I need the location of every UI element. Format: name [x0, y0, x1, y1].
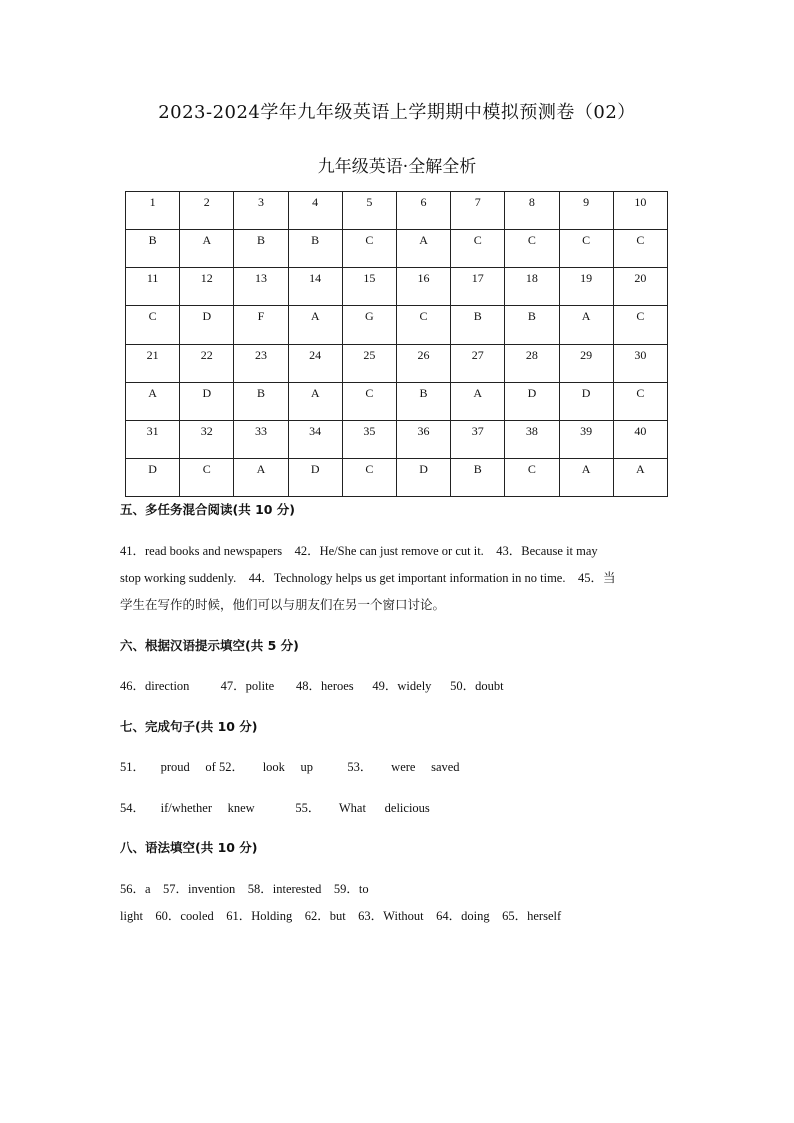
question-number-row [126, 192, 668, 230]
section-5-heading: 五、多任务混合阅读(共 10 分) [120, 502, 296, 517]
answer-cell: G [342, 306, 396, 344]
question-number-cell: 29 [559, 344, 613, 382]
question-number-cell: 36 [396, 420, 450, 458]
answer-row [126, 306, 668, 344]
answer-cell: A [559, 458, 613, 496]
question-number-cell: 3 [234, 192, 288, 230]
question-number-cell: 14 [288, 268, 342, 306]
answer-cell: C [613, 306, 667, 344]
question-number-cell: 4 [288, 192, 342, 230]
question-number-cell: 11 [126, 268, 180, 306]
question-number-cell: 1 [126, 192, 180, 230]
answer-cell: C [342, 382, 396, 420]
question-number-cell: 24 [288, 344, 342, 382]
question-number-cell: 2 [180, 192, 234, 230]
section-7-heading: 七、完成句子(共 10 分) [120, 719, 258, 734]
answer-cell: F [234, 306, 288, 344]
question-number-row [126, 268, 668, 306]
answer-row [126, 230, 668, 268]
answer-cell: C [613, 230, 667, 268]
question-number-cell: 23 [234, 344, 288, 382]
question-number-cell: 18 [505, 268, 559, 306]
question-number-cell: 15 [342, 268, 396, 306]
question-number-cell: 16 [396, 268, 450, 306]
answer-cell: C [559, 230, 613, 268]
question-number-cell: 26 [396, 344, 450, 382]
answer-cell: C [342, 230, 396, 268]
question-number-cell: 38 [505, 420, 559, 458]
document-subtitle: 九年级英语·全解全析 [317, 157, 477, 177]
answer-cell: B [396, 382, 450, 420]
answer-cell: C [613, 382, 667, 420]
question-number-cell: 28 [505, 344, 559, 382]
section-8-heading: 八、语法填空(共 10 分) [120, 840, 258, 855]
answer-cell: A [234, 458, 288, 496]
section-5-line-2-en: stop working suddenly. 44．Technology helps us get important information in no time. 45． [120, 571, 603, 585]
answer-cell: B [126, 230, 180, 268]
answer-cell: D [505, 382, 559, 420]
question-number-cell: 12 [180, 268, 234, 306]
section-6-line-1: 46．direction 47．polite 48．heroes 49．widely 50．doubt [120, 679, 504, 693]
question-number-cell: 21 [126, 344, 180, 382]
answer-cell: A [126, 382, 180, 420]
section-7-line-2: 54． if/whether knew 55． What delicious [120, 801, 430, 815]
answer-cell: C [342, 458, 396, 496]
answer-cell: A [396, 230, 450, 268]
question-number-cell: 20 [613, 268, 667, 306]
section-5-line-3-zh: 学生在写作的时候，他们可以与朋友们在另一个窗口讨论。 [120, 597, 446, 612]
answer-cell: B [451, 306, 505, 344]
question-number-row [126, 420, 668, 458]
question-number-cell: 34 [288, 420, 342, 458]
answer-cell: D [288, 458, 342, 496]
question-number-cell: 33 [234, 420, 288, 458]
section-6-heading: 六、根据汉语提示填空(共 5 分) [120, 638, 299, 653]
question-number-cell: 30 [613, 344, 667, 382]
question-number-cell: 6 [396, 192, 450, 230]
answer-row [126, 382, 668, 420]
answer-cell: C [126, 306, 180, 344]
question-number-cell: 8 [505, 192, 559, 230]
question-number-cell: 27 [451, 344, 505, 382]
answer-cell: D [396, 458, 450, 496]
answer-cell: A [451, 382, 505, 420]
answer-cell: A [288, 306, 342, 344]
document-title: 2023-2024学年九年级英语上学期期中模拟预测卷（02） [158, 102, 636, 123]
question-number-cell: 13 [234, 268, 288, 306]
answer-cell: B [288, 230, 342, 268]
answer-row [126, 458, 668, 496]
answer-cell: D [126, 458, 180, 496]
question-number-cell: 7 [451, 192, 505, 230]
answer-cell: C [451, 230, 505, 268]
answer-cell: C [505, 458, 559, 496]
section-8-line-2: light 60．cooled 61．Holding 62．but 63．Without 64．doing 65．herself [120, 909, 562, 923]
question-number-cell: 9 [559, 192, 613, 230]
question-number-cell: 10 [613, 192, 667, 230]
question-number-cell: 39 [559, 420, 613, 458]
question-number-cell: 19 [559, 268, 613, 306]
question-number-cell: 32 [180, 420, 234, 458]
answer-cell: B [451, 458, 505, 496]
answer-cell: D [180, 306, 234, 344]
question-number-cell: 37 [451, 420, 505, 458]
answer-cell: A [180, 230, 234, 268]
question-number-cell: 35 [342, 420, 396, 458]
answer-cell: A [613, 458, 667, 496]
question-number-cell: 40 [613, 420, 667, 458]
answer-cell: D [180, 382, 234, 420]
question-number-cell: 25 [342, 344, 396, 382]
answer-key-table [125, 191, 668, 497]
answer-cell: D [559, 382, 613, 420]
answer-cell: A [559, 306, 613, 344]
section-5-line-1: 41．read books and newspapers 42．He/She can just remove or cut it. 43．Because it may [120, 544, 598, 558]
answer-cell: C [180, 458, 234, 496]
answer-cell: A [288, 382, 342, 420]
question-number-row [126, 344, 668, 382]
section-5-line-2-zh: 当 [602, 570, 616, 585]
section-7-line-1: 51． proud of 52． look up 53． were saved [120, 760, 460, 774]
answer-cell: C [396, 306, 450, 344]
answer-cell: B [505, 306, 559, 344]
section-5-line-2 [120, 568, 616, 586]
question-number-cell: 31 [126, 420, 180, 458]
answer-cell: B [234, 230, 288, 268]
question-number-cell: 5 [342, 192, 396, 230]
answer-cell: B [234, 382, 288, 420]
question-number-cell: 17 [451, 268, 505, 306]
section-5-line-3 [120, 595, 445, 613]
section-8-line-1: 56．a 57．invention 58．interested 59．to [120, 882, 369, 896]
question-number-cell: 22 [180, 344, 234, 382]
answer-cell: C [505, 230, 559, 268]
